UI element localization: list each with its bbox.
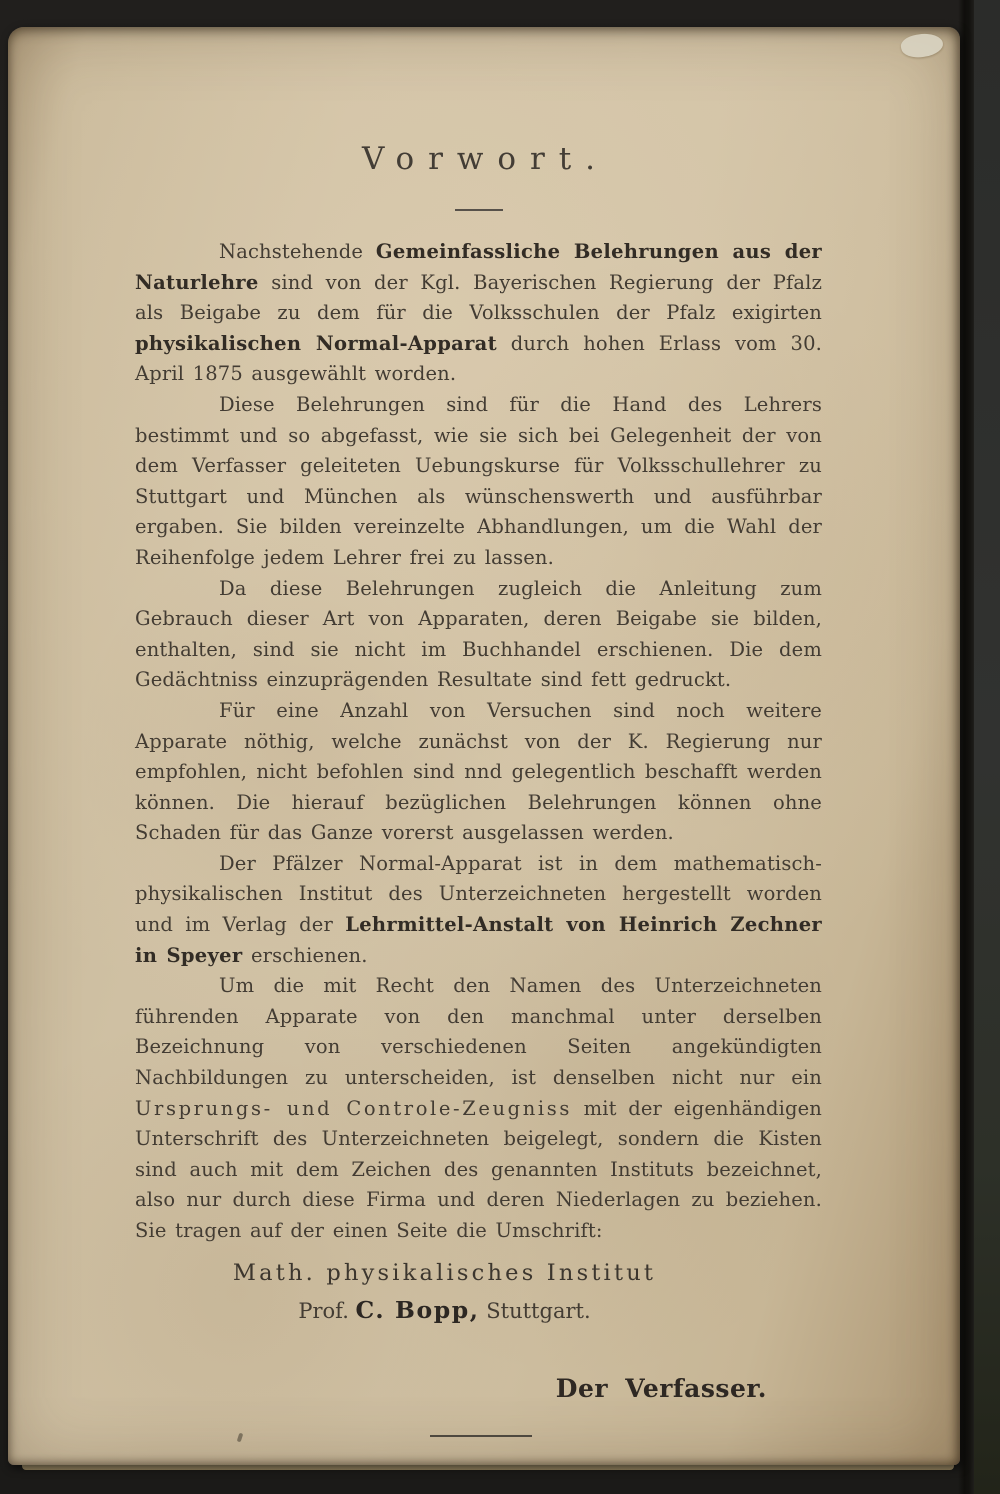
page-title: Vorwort. — [361, 141, 609, 177]
institute-name: Math. physikalisches Institut — [232, 1259, 657, 1286]
closing-divider — [430, 1435, 532, 1437]
text-run: erschienen. — [242, 943, 368, 967]
professor-prefix: Prof. — [298, 1298, 356, 1323]
book-cover-edge — [972, 0, 1000, 1494]
paragraph — [135, 696, 822, 849]
text-run: Diese Belehrungen sind für die Hand des Lehrers bestimmt und so abgefasst, wie sie sich bei Gelegenheit der von dem Verfasser geleiteten Uebungskurse für Volksschullehrer zu Stuttgart und München als wünschenswerth und ausführbar ergaben. Sie bilden vereinzelte Abhandlungen, um die Wahl der Reihenfolge jedem Lehrer frei zu lassen. — [135, 392, 822, 569]
text-run: durch hohen Erlass vom 30. April 1875 ausgewählt worden. — [135, 331, 822, 386]
text-run: Da diese Belehrungen zugleich die Anleitung zum Gebrauch dieser Art von Apparaten, deren Beigabe sie bilden, enthalten, sind sie nicht im Buchhandel erschienen. Die dem Gedächtniss einzuprägenden Resultate sind fett gedruckt. — [135, 576, 822, 692]
text-run: Für eine Anzahl von Versuchen sind noch weitere Apparate nöthig, welche zunächst von der K. Regierung nur empfohlen, nicht befohlen sind nnd gelegentlich beschafft werden können. Die hierauf bezüglichen Belehrungen können ohne Schaden für das Ganze vorerst ausgelassen werden. — [135, 698, 822, 845]
title-divider — [455, 209, 503, 211]
paragraph — [135, 971, 822, 1246]
bold-text-run: Gemeinfassliche Belehrungen aus der Naturlehre — [135, 240, 822, 294]
text-run: mit der eigenhändigen Unterschrift des Unterzeichneten beigelegt, sondern die Kisten sind auch mit dem Zeichen des genannten Instituts bezeichnet, also nur durch diese Firma und deren Niederlagen zu beziehen. Sie tragen auf der einen Seite die Umschrift: — [135, 1096, 822, 1242]
book-page — [8, 27, 960, 1465]
text-run: Der Pfälzer Normal-Apparat ist in dem mathematisch-physikalischen Institut des Unterzeichneten hergestellt worden und im Verlag der — [135, 851, 822, 937]
text-run: Nachstehende — [219, 240, 376, 263]
paragraph — [135, 237, 822, 390]
text-run: Um die mit Recht den Namen des Unterzeichneten führenden Apparate von den manchmal unter derselben Bezeichnung von verschiedenen Seiten angekündigten Nachbildungen zu unterscheiden, ist denselben nicht nur ein — [135, 974, 822, 1090]
institute-owner-line — [101, 1293, 788, 1328]
institute-imprint — [101, 1257, 788, 1328]
preface-body — [135, 237, 822, 1247]
city-suffix: Stuttgart. — [479, 1298, 591, 1323]
paragraph — [135, 849, 822, 971]
paragraph — [135, 574, 822, 696]
author-name: C. Bopp, — [355, 1295, 480, 1324]
paragraph — [135, 390, 822, 574]
bold-text-run: Lehrmittel-Anstalt von Heinrich Zechner in Speyer — [135, 913, 822, 967]
page-content — [8, 27, 960, 1437]
letterspaced-text-run: Ursprungs- und Controle-Zeugniss — [135, 1096, 572, 1120]
author-signature: Der Verfasser. — [555, 1373, 767, 1403]
page-edge-shadow — [958, 0, 974, 1494]
bold-text-run: physikalischen Normal-Apparat — [135, 331, 497, 355]
text-run: sind von der Kgl. Bayerischen Regierung der Pfalz als Beigabe zu dem für die Volksschulen der Pfalz exigirten — [135, 270, 822, 325]
